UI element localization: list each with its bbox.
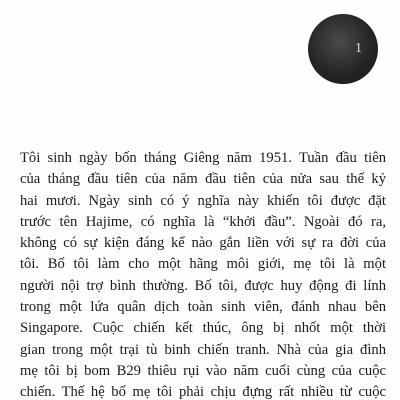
body-paragraph <box>20 148 386 400</box>
chapter-marker <box>308 14 378 84</box>
text-line: của tháng đầu tiên của năm đầu tiên của nửa sau thế kỷ <box>20 171 386 188</box>
text-line: chiến. Thế hệ bố mẹ tôi phải chịu đựng rất nhiều từ cuộc <box>20 384 386 400</box>
text-line: tôi. Bố tôi làm cho một hãng môi giới, mẹ tôi là một <box>20 256 386 273</box>
text-line: người nội trợ bình thường. Bố tôi, được huy động đi lính <box>20 277 386 294</box>
chapter-number: 1 <box>355 41 362 56</box>
text-line: không có sự kiện đáng kể nào gắn liền với sự ra đời của <box>20 235 386 252</box>
text-line: trong một lứa quân dịch toàn sinh viên, đánh nhau bên <box>20 299 386 316</box>
text-line: trước tên Hajime, có nghĩa là “khởi đầu”. Ngoài đó ra, <box>20 213 386 230</box>
text-line: gian trong một trại tù binh chiến tranh. Nhà của gia đình <box>20 341 386 358</box>
text-line: Tôi sinh ngày bốn tháng Giêng năm 1951. Tuần đầu tiên <box>20 150 386 166</box>
text-line: mẹ tôi bị bom B29 thiêu rụi vào năm cuối cùng của cuộc <box>20 362 386 379</box>
text-line: Singapore. Cuộc chiến kết thúc, ông bị nhốt một thời <box>20 320 386 337</box>
text-line: hai mươi. Ngày sinh có ý nghĩa này khiến tôi được đặt <box>20 192 386 209</box>
